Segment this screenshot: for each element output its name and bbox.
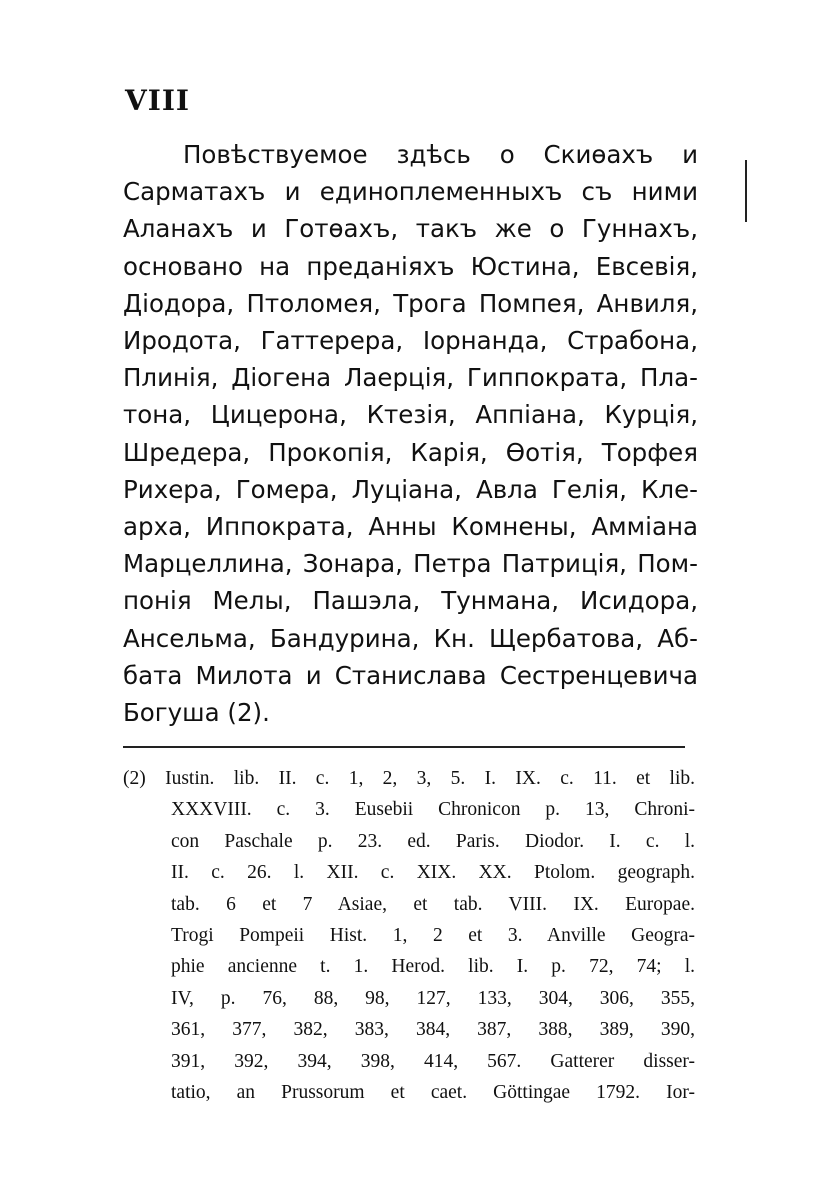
main-text [123,136,698,731]
footnote [123,763,695,1108]
footnote-line: 361, 377, 382, 383, 384, 387, 388, 389, 390, [171,1019,695,1041]
footnote-line: tab. 6 et 7 Asiae, et tab. VIII. IX. Europae. [171,893,695,915]
footnote-line: tatio, an Prussorum et caet. Göttingae 1792. Ior- [171,1082,695,1104]
text-line: тона, Цицерона, Ктезія, Аппіана, Курція, [123,400,698,430]
text-line: арха, Иппократа, Анны Комнены, Амміана [123,512,698,542]
footnote-line: (2) Iustin. lib. II. c. 1, 2, 3, 5. I. IX. c. 11. et lib. [123,768,695,789]
footnote-line: 391, 392, 394, 398, 414, 567. Gatterer disser- [171,1050,695,1072]
text-line: Иродота, Гаттерера, Іорнанда, Страбона, [123,326,698,356]
footnote-line: IV, p. 76, 88, 98, 127, 133, 304, 306, 355, [171,987,695,1009]
text-line: Плинія, Діогена Лаерція, Гиппократа, Пла- [123,363,698,393]
footnote-line: II. c. 26. l. XII. c. XIX. XX. Ptolom. geograph. [171,862,695,884]
footnote-separator [123,746,685,748]
page-number: VIII [125,84,191,117]
text-line: Рихера, Гомера, Луціана, Авла Гелія, Кле- [123,474,698,504]
footnote-line: con Paschale p. 23. ed. Paris. Diodor. I. c. l. [171,830,695,852]
text-line: Сарматахъ и единоплеменныхъ съ ними [123,177,698,207]
footnote-line: phie ancienne t. 1. Herod. lib. I. p. 72, 74; l. [171,956,695,978]
text-line: Шредера, Прокопія, Карія, Ѳотія, Торфея [123,437,698,467]
text-line: Ансельма, Бандурина, Кн. Щербатова, Аб- [123,623,698,653]
text-line: понія Мелы, Пашэла, Тунмана, Исидора, [123,586,698,616]
text-line: основано на преданіяхъ Юстина, Евсевія, [123,251,698,281]
text-line: Повѣствуемое здѣсь о Скиѳахъ и [183,140,698,169]
text-line: Аланахъ и Готѳахъ, такъ же о Гуннахъ, [123,214,698,244]
text-line: Марцеллина, Зонара, Петра Патриція, Пом- [123,549,698,579]
text-line: бата Милота и Станислава Сестренцевича [123,660,698,690]
text-line: Діодора, Птоломея, Трога Помпея, Анвиля, [123,288,698,318]
footnote-line: XXXVIII. c. 3. Eusebii Chronicon p. 13, Chroni- [171,799,695,821]
footnote-line: Trogi Pompeii Hist. 1, 2 et 3. Anville Geogra- [171,925,695,947]
text-line: Богуша (2). [123,698,270,728]
margin-rule [745,160,747,222]
